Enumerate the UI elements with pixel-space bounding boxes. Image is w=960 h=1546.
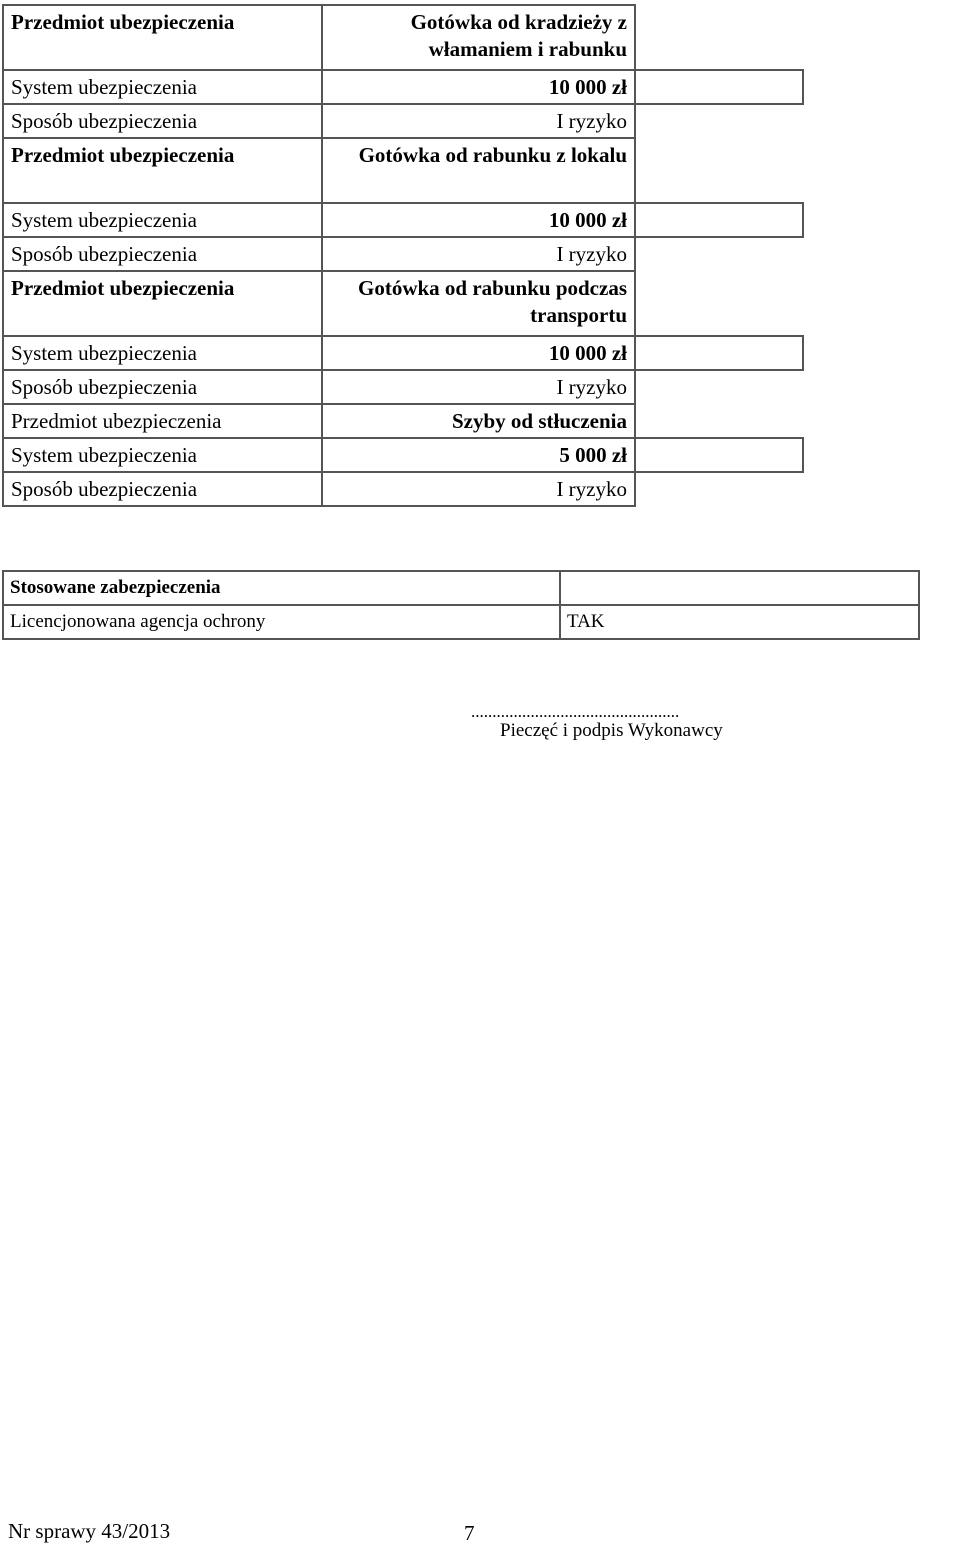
system-label: System ubezpieczenia	[3, 203, 322, 237]
subject-value: Gotówka od rabunku podczas transportu	[322, 271, 635, 336]
system-label: System ubezpieczenia	[3, 438, 322, 472]
empty-cell	[635, 104, 803, 138]
extra-cell	[635, 203, 803, 237]
security-row-label: Licencjonowana agencja ochrony	[3, 605, 560, 639]
system-label: System ubezpieczenia	[3, 70, 322, 104]
security-header-label: Stosowane zabezpieczenia	[3, 571, 560, 605]
method-label: Sposób ubezpieczenia	[3, 237, 322, 271]
security-table	[2, 570, 920, 640]
system-value: 10 000 zł	[322, 70, 635, 104]
insurance-table	[2, 4, 804, 507]
system-value: 5 000 zł	[322, 438, 635, 472]
subject-value: Gotówka od rabunku z lokalu	[322, 138, 635, 203]
empty-cell	[635, 472, 803, 506]
extra-cell	[635, 336, 803, 370]
signature-label: Pieczęć i podpis Wykonawcy	[500, 720, 723, 741]
empty-cell	[635, 138, 803, 203]
method-value: I ryzyko	[322, 104, 635, 138]
system-label: System ubezpieczenia	[3, 336, 322, 370]
subject-label: Przedmiot ubezpieczenia	[3, 138, 322, 203]
extra-cell	[635, 438, 803, 472]
system-value: 10 000 zł	[322, 336, 635, 370]
subject-value: Gotówka od kradzieży z włamaniem i rabunku	[322, 5, 635, 70]
method-label: Sposób ubezpieczenia	[3, 370, 322, 404]
empty-cell	[635, 404, 803, 438]
empty-cell	[635, 237, 803, 271]
subject-value: Szyby od stłuczenia	[322, 404, 635, 438]
extra-cell	[635, 70, 803, 104]
subject-label: Przedmiot ubezpieczenia	[3, 5, 322, 70]
signature-line: .................................................	[471, 702, 680, 721]
page-number: 7	[464, 1521, 475, 1545]
security-header-value	[560, 571, 919, 605]
subject-label: Przedmiot ubezpieczenia	[3, 404, 322, 438]
method-value: I ryzyko	[322, 237, 635, 271]
empty-cell	[635, 370, 803, 404]
empty-cell	[635, 5, 803, 70]
subject-label: Przedmiot ubezpieczenia	[3, 271, 322, 336]
method-value: I ryzyko	[322, 370, 635, 404]
method-label: Sposób ubezpieczenia	[3, 104, 322, 138]
security-row-value: TAK	[560, 605, 919, 639]
method-label: Sposób ubezpieczenia	[3, 472, 322, 506]
case-number: Nr sprawy 43/2013	[8, 1519, 171, 1543]
method-value: I ryzyko	[322, 472, 635, 506]
system-value: 10 000 zł	[322, 203, 635, 237]
empty-cell	[635, 271, 803, 336]
